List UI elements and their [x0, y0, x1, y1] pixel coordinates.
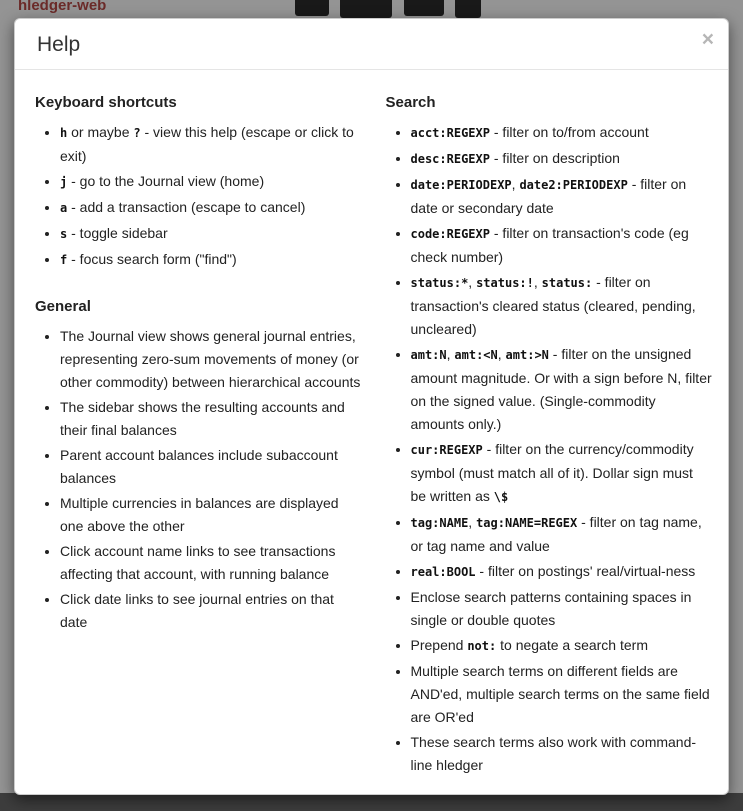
text-run: - filter on transaction's code (eg check number)	[410, 225, 689, 265]
text-run: ,	[497, 346, 506, 362]
list-item	[60, 196, 362, 220]
list-item	[411, 121, 713, 145]
list-item	[60, 588, 362, 634]
code-term: cur:REGEXP	[410, 443, 483, 457]
code-term: code:REGEXP	[410, 227, 490, 241]
text-run: These search terms also work with command-line hledger	[410, 734, 697, 773]
text-run: to negate a search term	[496, 637, 648, 653]
list-item	[60, 248, 362, 272]
text-run: The sidebar shows the resulting accounts and their final balances	[60, 399, 345, 438]
list-item	[411, 438, 713, 509]
text-run: The Journal view shows general journal entries, representing zero-sum movements of money (or other commodity) between hierarchical accounts	[60, 328, 361, 390]
text-run: Parent account balances include subaccount balances	[60, 447, 338, 486]
text-run: - toggle sidebar	[67, 225, 168, 241]
list-item	[60, 325, 362, 394]
text-run: - filter on transaction's cleared status (cleared, pending, uncleared)	[410, 274, 696, 337]
list-item	[411, 586, 713, 632]
text-run: - add a transaction (escape to cancel)	[67, 199, 306, 215]
list-item	[411, 511, 713, 558]
list-item	[411, 271, 713, 341]
text-run: - filter on the unsigned amount magnitude. Or with a sign before N, filter on the signed value. (Single-commodity amounts only.)	[410, 346, 712, 432]
text-run: - filter on to/from account	[489, 124, 649, 140]
code-term: date2:PERIODEXP	[519, 178, 628, 192]
code-term: ?	[133, 126, 141, 140]
text-run: Multiple currencies in balances are displayed one above the other	[60, 495, 339, 534]
list-item	[60, 540, 362, 586]
list-item	[411, 147, 713, 171]
code-term: tag:NAME=REGEX	[476, 516, 578, 530]
code-term: status:	[541, 276, 593, 290]
text-run: ,	[446, 346, 455, 362]
code-term: desc:REGEXP	[410, 152, 490, 166]
text-run: - filter on postings' real/virtual-ness	[475, 563, 696, 579]
code-term: f	[60, 253, 68, 267]
text-run: - filter on tag name, or tag name and value	[410, 514, 702, 554]
keyboard-shortcuts-list	[35, 121, 362, 272]
code-term: status:*	[410, 276, 469, 290]
brand-link: hledger-web	[18, 0, 107, 14]
modal-body	[15, 70, 728, 794]
search-list	[386, 121, 713, 777]
modal-header	[15, 19, 728, 70]
list-item	[411, 660, 713, 729]
text-run: - go to the Journal view (home)	[67, 173, 265, 189]
code-term: acct:REGEXP	[410, 126, 490, 140]
text-run: Multiple search terms on different fields are AND'ed, multiple search terms on the same field are OR'ed	[410, 663, 710, 725]
section-heading-search: Search	[385, 94, 436, 111]
text-run: Click date links to see journal entries on that date	[60, 591, 334, 630]
list-item	[60, 396, 362, 442]
code-term: amt:>N	[505, 348, 549, 362]
section-heading-keyboard-shortcuts: Keyboard shortcuts	[35, 94, 177, 111]
code-term: \$	[493, 490, 509, 504]
code-term: a	[60, 201, 68, 215]
code-term: not:	[467, 639, 497, 653]
text-run: ,	[468, 274, 477, 290]
close-icon[interactable]: ×	[701, 28, 714, 51]
list-item	[60, 444, 362, 490]
text-run: or maybe	[67, 124, 134, 140]
list-item	[411, 731, 713, 777]
code-term: tag:NAME	[410, 516, 469, 530]
list-item	[411, 173, 713, 220]
list-item	[411, 343, 713, 436]
text-run: ,	[511, 176, 520, 192]
text-run: - focus search form ("find")	[67, 251, 237, 267]
text-run: Click account name links to see transactions affecting that account, with running balance	[60, 543, 336, 582]
code-term: real:BOOL	[410, 565, 476, 579]
list-item	[60, 121, 362, 168]
text-run: - view this help (escape or click to exit)	[60, 124, 354, 164]
list-item	[60, 222, 362, 246]
text-run: Prepend	[410, 637, 468, 653]
list-item	[60, 170, 362, 194]
code-term: status:!	[476, 276, 534, 290]
code-term: j	[60, 175, 68, 189]
list-item	[411, 560, 713, 584]
text-run: - filter on the currency/commodity symbol (must match all of it). Dollar sign must be written as	[410, 441, 694, 504]
code-term: amt:N	[410, 348, 447, 362]
help-modal	[14, 18, 729, 795]
modal-title: Help	[37, 33, 81, 56]
general-list	[35, 325, 362, 634]
code-term: date:PERIODEXP	[410, 178, 512, 192]
text-run: ,	[533, 274, 542, 290]
right-column	[374, 74, 725, 784]
left-column	[23, 74, 374, 784]
text-run: Enclose search patterns containing spaces in single or double quotes	[410, 589, 692, 628]
section-heading-general: General	[35, 298, 91, 315]
code-term: h	[60, 126, 68, 140]
code-term: s	[60, 227, 68, 241]
list-item	[60, 492, 362, 538]
list-item	[411, 634, 713, 658]
text-run: - filter on date or secondary date	[410, 176, 687, 216]
text-run: ,	[468, 514, 477, 530]
code-term: amt:<N	[454, 348, 498, 362]
list-item	[411, 222, 713, 269]
text-run: - filter on description	[489, 150, 620, 166]
